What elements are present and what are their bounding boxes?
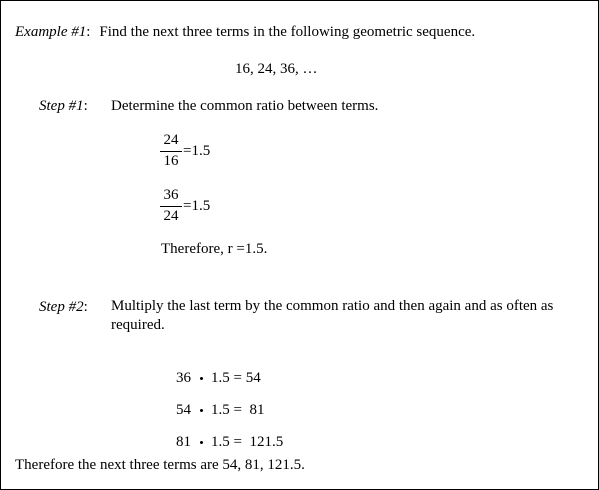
calculation-right-side: 1.5 = 54 — [211, 370, 261, 386]
step1-label: Step #1 — [39, 98, 84, 114]
fraction-2-result: =1.5 — [183, 198, 211, 214]
multiply-dot-icon — [200, 409, 203, 412]
fraction-1 — [160, 132, 182, 170]
multiply-dot-icon — [200, 377, 203, 380]
calculation-left-operand: 36 — [176, 370, 191, 386]
sequence-text: 16, 24, 36, … — [235, 61, 318, 77]
step2-label-colon: : — [83, 299, 88, 315]
example-header — [15, 23, 475, 41]
step1-label-group — [39, 97, 88, 115]
fraction-1-result: =1.5 — [183, 143, 211, 159]
example-prompt: Find the next three terms in the following geometric sequence. — [99, 24, 476, 40]
multiply-dot-icon — [200, 441, 203, 444]
calculation-left-operand: 54 — [176, 402, 191, 418]
step2-label-group — [39, 298, 88, 316]
fraction-2-bar — [160, 206, 182, 207]
final-answer: Therefore the next three terms are 54, 81, 121.5. — [15, 457, 305, 473]
step1-label-colon: : — [83, 98, 88, 114]
step1-instruction: Determine the common ratio between terms. — [111, 98, 379, 114]
step2-label: Step #2 — [39, 299, 84, 315]
calculation-right-side: 1.5 = 121.5 — [211, 434, 284, 450]
fraction-1-numerator: 24 — [163, 132, 179, 148]
fraction-1-bar — [160, 151, 182, 152]
example-label-colon: : — [86, 24, 91, 40]
fraction-2-denominator: 24 — [163, 208, 179, 224]
fraction-1-denominator: 16 — [163, 153, 179, 169]
calculation-left-operand: 81 — [176, 434, 191, 450]
calculation-right-side: 1.5 = 81 — [211, 402, 265, 418]
step2-instruction: Multiply the last term by the common ratio and then again and as often as required. — [111, 298, 554, 333]
step1-conclusion: Therefore, r =1.5. — [161, 241, 268, 257]
example-label: Example #1 — [15, 24, 87, 40]
fraction-2 — [160, 187, 182, 225]
fraction-2-numerator: 36 — [163, 187, 179, 203]
